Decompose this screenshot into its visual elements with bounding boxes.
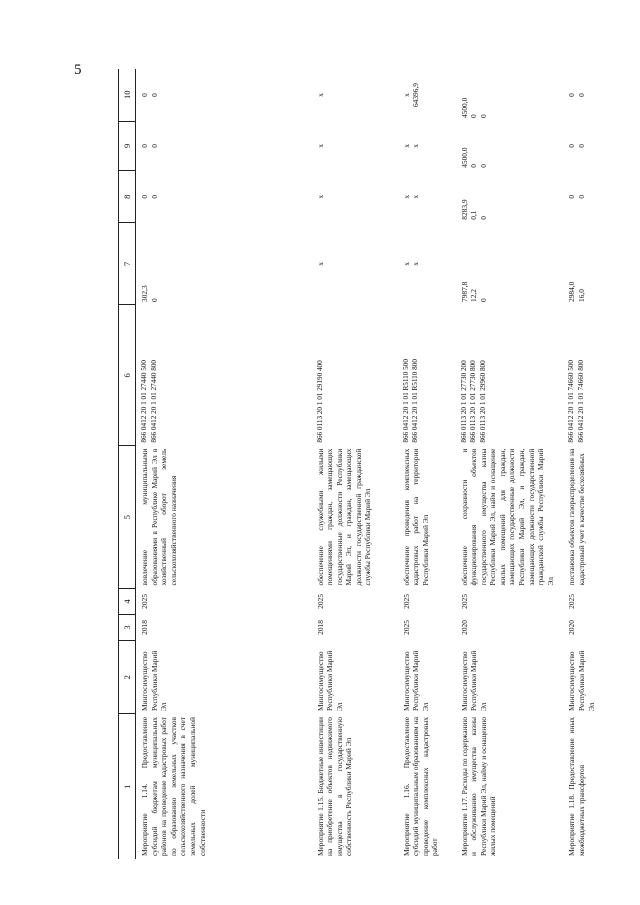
end-year-cell: 2025 [401,594,411,609]
value-cell-10 [312,69,398,121]
end-year-cell: 2025 [459,594,469,609]
value: x [411,144,421,148]
column-header: 2 [119,640,136,714]
measure-cell: Мероприятие 1.16. Предоставление субсидий муниципальным образованиям на проведение комплексных кадастровых работ [401,717,440,856]
value: 0 [469,114,479,119]
executor-cell: Мингосимущество Республики Марий Эл [140,650,169,711]
budget-code: 866 0412 20 1 01 27440 800 [149,359,158,443]
value: 8283,9 [459,199,469,220]
value: x [401,93,411,97]
value: 4500,0 [459,147,469,168]
value: 0 [567,194,577,199]
budget-code: 866 0113 20 1 01 27730 800 [469,360,478,443]
budget-code: 866 0412 20 1 01 R5110 500 [401,359,410,443]
value-cell-10 [398,69,456,121]
table-row [456,69,564,859]
value: x [411,194,421,199]
value: 0 [478,164,488,168]
value-cell-9 [563,121,604,171]
value: 4500,0 [459,97,469,119]
value: 0 [577,194,587,199]
value-cell-10 [563,69,604,121]
value-cell-10 [456,69,564,121]
budget-code-cell [312,305,398,446]
result-cell: обеспечение проведения комплексных кадастровых работ на территории Республики Марий Эл [401,448,430,586]
table-row [398,69,456,859]
budget-code-cell [136,305,312,446]
budget-code: 866 0412 20 1 01 74660 500 [567,359,576,443]
value: x [315,144,325,148]
column-header: 3 [119,614,136,640]
value: x [401,194,411,199]
column-header: 7 [119,223,136,305]
budget-code: 866 0412 20 1 01 27440 500 [140,359,148,443]
value-cell-8 [136,171,312,223]
measure-cell: Мероприятие 1.18. Предоставление иных межбюджетных трансфертов [567,717,587,856]
column-header: 9 [119,121,136,171]
column-header: 1 [119,714,136,859]
executor-cell: Мингосимущество Республики Марий Эл [567,650,596,711]
start-year-cell: 2020 [459,620,469,635]
measure-cell: Мероприятие 1.17. Расходы по содержанию и обслуживанию имущества казны Республики Марий Эл, найму и оснащению жилых помещений [459,717,498,856]
value: 0 [149,194,159,199]
value-cell-8 [398,171,456,223]
table-row [136,69,312,859]
value: 0 [577,93,587,97]
budget-code-cell [563,305,604,446]
budget-code: 866 0412 20 1 01 74660 800 [577,359,586,443]
end-year-cell: 2025 [315,594,325,609]
value: 0 [140,144,149,148]
value-cell-7 [398,223,456,305]
value: 302,3 [140,285,149,302]
budget-code-cell [398,305,456,446]
value: x [401,144,411,148]
value: 0,1 [469,210,479,220]
page-number: 5 [74,62,82,78]
end-year-cell: 2025 [140,594,149,609]
value-cell-7 [136,223,312,305]
result-cell: вовлечение муниципальными образованиями в Республике Марий Эл в хозяйственный оборот земель сельскохозяйственного назначения [140,448,178,586]
value-cell-7 [456,223,564,305]
value: 0 [478,216,488,220]
value: 0 [567,93,577,97]
value-cell-10 [136,69,312,121]
end-year-cell: 2025 [567,594,577,609]
value-cell-7 [312,223,398,305]
budget-table [118,69,604,859]
value-cell-8 [312,171,398,223]
budget-code: 866 0113 20 1 01 27730 200 [459,360,468,443]
value-cell-8 [563,171,604,223]
column-header: 4 [119,588,136,614]
result-cell: обеспечение сохранности и функционирования объектов государственного имущества казны Республики Марий Эл, найм и оснащение жилых помещений для граждан, замещающих государственные должности Республики Марий Эл, и граждан, замещающих должности государственной гражданской службы Республики Марий Эл [459,448,555,586]
executor-cell: Мингосимущество Республики Марий Эл [401,650,430,711]
value: x [315,194,325,199]
executor-cell: Мингосимущество Республики Марий Эл [315,650,344,711]
budget-code-cell [456,305,564,446]
table-row [312,69,398,859]
value-cell-9 [136,121,312,171]
value: 0 [478,298,488,302]
budget-code: 866 0113 20 1 01 29960 800 [478,360,487,443]
measure-cell: Мероприятие 1.15. Бюджетные инвестиции на приобретение объектов недвижимого имущества в государственную собственность Республики Марий Эл [315,717,354,856]
table-row [563,69,604,859]
value-cell-7 [563,223,604,305]
header-row [119,69,136,859]
value: 2984,0 [567,281,577,302]
value: 0 [140,194,149,199]
column-header: 8 [119,171,136,223]
value: x [401,262,411,266]
value: 0 [577,144,587,148]
executor-cell: Мингосимущество Республики Марий Эл [459,650,488,711]
start-year-cell: 2025 [401,620,411,635]
value: 12,2 [469,289,479,302]
start-year-cell: 2018 [315,620,325,635]
column-header: 5 [119,446,136,589]
column-header: 6 [119,305,136,446]
column-header: 10 [119,69,136,121]
value: 0 [567,144,577,148]
value: 0 [149,93,159,97]
value-cell-9 [456,121,564,171]
value: 0 [149,144,159,148]
value: 0 [478,114,488,119]
result-cell: постановка объектов газораспределения на кадастровый учет в качестве бесхозяйных [567,448,587,586]
value: 64396,9 [411,83,421,108]
value: x [315,262,325,266]
value-cell-8 [456,171,564,223]
value-cell-9 [312,121,398,171]
budget-code: 866 0412 20 1 01 R5110 800 [411,359,420,443]
value: 7987,8 [459,281,469,302]
start-year-cell: 2018 [140,620,149,635]
value: 0 [140,93,149,97]
value: 0 [149,298,159,302]
result-cell: обеспечение служебными жилыми помещениями граждан, замещающих государственные должности Республики Марий Эл, и граждан, замещающих должности государственной гражданской службы Республики Марий Эл [315,448,373,586]
rotated-table-wrapper [118,69,596,859]
value: 0 [469,164,479,168]
value: x [315,93,325,97]
start-year-cell: 2020 [567,620,577,635]
value: x [411,262,421,266]
value: 16,0 [577,289,587,302]
budget-code: 866 0113 20 1 01 29190 400 [315,360,324,443]
value-cell-9 [398,121,456,171]
measure-cell: Мероприятие 1.14. Предоставление субсидий бюджетам муниципальных районов на проведение кадастровых работ по образованию земельных участков сельскохозяйственного назначения в счет земельных долей муниципальной собственности [140,717,207,856]
